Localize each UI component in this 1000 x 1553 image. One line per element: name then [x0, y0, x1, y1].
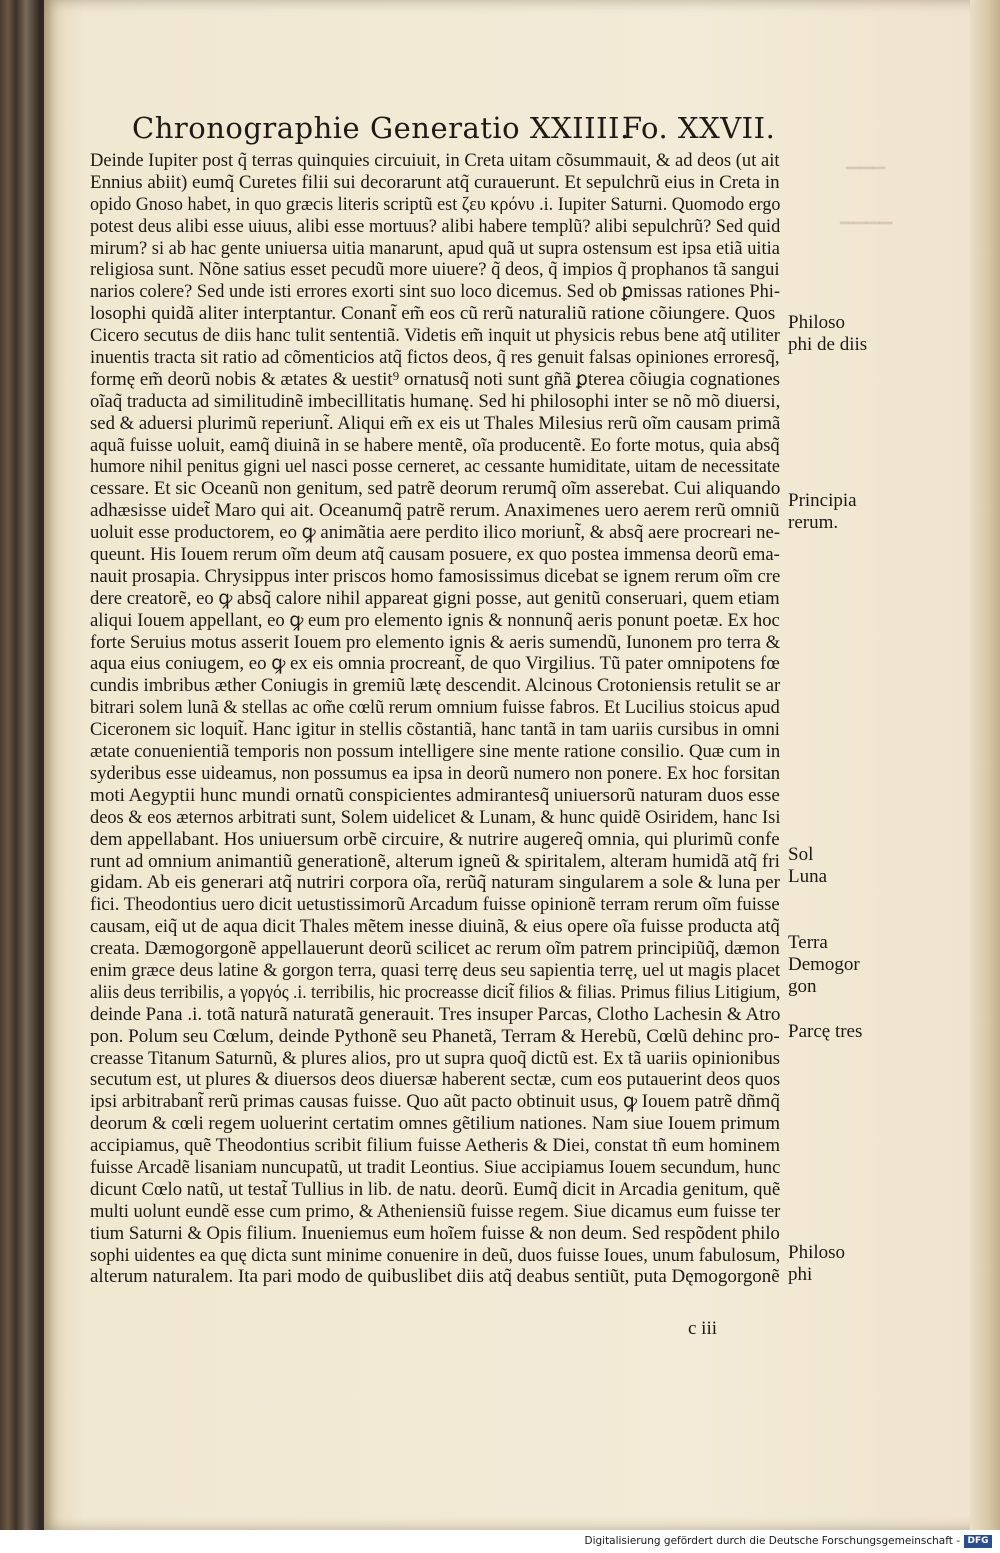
margin-note-sol-luna	[788, 844, 878, 888]
text-line: cundis imbribus æther Coniugis in gremiũ lætę descendit. Alcinous Crotoniensis retulit se ar	[90, 675, 781, 697]
text-line: humore nihil penitus gigni uel nasci posse cerneret, ac cessante humiditate, uitam de necessitate	[90, 456, 780, 478]
text-line: Deinde Iupiter post q̃ terras quinquies circuiuit, in Creta uitam cõsummauit, & ad deos (ut ait	[90, 150, 780, 171]
margin-note-line: Philoso	[788, 1242, 846, 1263]
bleed-through-mark: ▁▁▁	[846, 150, 886, 169]
text-line: potest deus alibi esse uiuus, alibi esse mortuus? alibi habere templũ? alibi sepulchrũ? Sed quid	[90, 215, 781, 237]
margin-note-line: Terra	[788, 932, 828, 953]
text-line: creasse Titanum Saturnũ, & plures alios, pro ut supra quoq̃ dictũ est. Ex tã uariis opinionibus	[90, 1047, 780, 1069]
text-line: bitrari solem lunã & stellas ac om̃e cœlũ rerum omnium fuisse fabros. Et Lucilius stoicus apud	[90, 697, 780, 719]
margin-note-philosophi-de-diis	[788, 312, 878, 356]
text-line: moti Aegyptii hunc mundi ornatũ conspicientes admirantesq̃ uniuersorũ naturam duos esse	[90, 784, 780, 806]
page-edge	[970, 0, 1000, 1530]
text-line: aliis deus terribilis, a γοργός .i. terribilis, hic procreasse dicit̃ filios & filias. Primus filius Litigium,	[90, 981, 781, 1003]
margin-note-line: phi de diis	[788, 334, 868, 355]
text-line: uoluit esse productorem, eo ꝙ animãtia aere perdito ilico moriunt̃, & absq̃ aere procreari ne-	[90, 522, 781, 544]
text-line: runt ad omnium animantiũ generationẽ, alterum igneũ & spiritalem, alteram humidã atq̃ fri	[90, 850, 780, 872]
running-head	[132, 111, 792, 151]
margin-note-line: phi	[788, 1264, 813, 1285]
margin-note-line: rerum.	[788, 512, 839, 533]
text-line: aqua eius coniugem, eo ꝙ ex eis omnia procreant̃, de quo Virgilius. Tũ pater omnipotens fœ	[90, 653, 780, 675]
text-line: religiosa sunt. Nõne satius esset pecudũ more uiuere? q̃ deos, q̃ impios q̃ prophanos tã sangui	[90, 259, 780, 281]
text-line: pon. Polum seu Cœlum, deinde Pythonẽ seu Phanetã, Terram & Herebũ, Cœlũ dehinc pro-	[90, 1025, 780, 1047]
text-line: accipiamus, quẽ Theodontius scribit filium fuisse Aetheris & Diei, constat tñ eum hominem	[90, 1135, 781, 1157]
text-line: fici. Theodontius uero dicit uetustissimorũ Arcadum fuisse opinionẽ terram rerum oĩm fuisse	[90, 894, 780, 916]
running-title: Chronographie Generatio XXIIII.	[132, 111, 630, 145]
margin-note-line: Demogor	[788, 954, 860, 975]
text-line: inuentis tracta sit ratio ad cõmenticios atq̃ fictos deos, q̃ res genuit falsas opiniones erroresq̃,	[90, 347, 780, 369]
margin-note-line: Philoso	[788, 312, 846, 333]
margin-note-parcae-tres	[788, 1021, 878, 1043]
text-line: deorum & cœli regem uoluerint certatim omnes gẽtilium nationes. Nam siue Iouem primum	[90, 1113, 780, 1135]
text-line: adhæsisse uidet̃ Maro qui ait. Oceanumq̃ patrẽ rerum. Anaximenes uero aerem rerũ omniũ	[90, 500, 780, 522]
text-line: deos & eos æternos arbitrati sunt, Solem uidelicet & Lunam, & hunc quidẽ Osiridem, hanc Isi	[90, 806, 781, 828]
text-line: narios colere? Sed unde isti errores exorti sint suo loco dicemus. Sed ob ꝑmissas rationes Phi-	[90, 281, 780, 303]
margin-note-line: Sol	[788, 844, 814, 865]
text-line: deinde Pana .i. totã naturã naturatã generauit. Tres insuper Parcas, Clotho Lachesin & Atro	[90, 1003, 781, 1025]
text-line: queunt. His Iouem rerum oĩm deum atq̃ causam posuere, ex quo postea immensa deorũ ema-	[90, 544, 780, 566]
margin-note-line: gon	[788, 976, 817, 997]
text-line: Cicero secutus de diis hanc tulit sententiã. Videtis em̃ inquit ut physicis rebus bene atq̃ utiliter	[90, 325, 780, 347]
text-line: cessare. Et sic Oceanũ non genitum, sed patrẽ deorum rerumq̃ oĩm asserebat. Cui aliquando	[90, 478, 781, 500]
text-line: dere creatorẽ, eo ꝙ absq̃ calore nihil appareat gigni posse, aut genitũ conseruari, quem etiam	[90, 587, 780, 609]
text-line: aquã fuisse uoluit, eamq̃ diuinã in se habere mentẽ, oĩa producentẽ. Eo forte motus, quia absq̃	[90, 434, 780, 456]
text-line: causam, eiq̃ ut de aqua dicit Thales mẽtem inesse diuinã, & eius opere oĩa fuisse producta atq̃	[90, 916, 780, 938]
funding-credit: Digitalisierung gefördert durch die Deutsche Forschungsgemeinschaft -	[584, 1535, 960, 1547]
bleed-through-mark: ▁▁▁▁	[840, 205, 893, 224]
dfg-logo: DFG	[964, 1535, 992, 1548]
signature-mark: c iii	[688, 1318, 718, 1339]
text-line: dem appellabant. Hos uniuersum orbẽ circuire, & nutrire augereq̃ omnia, qui plurimũ confe	[90, 828, 780, 850]
margin-note-principia-rerum	[788, 490, 878, 534]
text-line: oĩaq̃ traducta ad similitudinẽ imbecillitatis humanę. Sed hi philosophi inter se nõ mõ diuersi,	[90, 390, 781, 412]
text-line: sophi uidentes ea quę dicta sunt minime conuenire in deũ, duos fuisse Ioues, unum fabulosum,	[90, 1244, 781, 1266]
text-line: opido Gnoso habet, in quo græcis literis scriptũ est ζευ κρόνυ .i. Iupiter Saturni. Quomodo ergo	[90, 193, 781, 215]
folio-number: Fo. XXVII.	[622, 111, 776, 145]
text-line: multi uolunt eundẽ esse cum primo, & Atheniensiũ fuisse regem. Siue dicamus eum fuisse ter	[90, 1200, 781, 1222]
text-line: gidam. Ab eis generari atq̃ nutriri corpora oĩa, rerũq̃ naturam singularem a sole & luna per	[90, 872, 780, 894]
margin-note-line: Luna	[788, 866, 828, 887]
text-line: formę em̃ deorũ nobis & ætates & uestit⁹ ornatusq̃ noti sunt gñã ꝑterea cõiugia cognationes	[90, 368, 780, 390]
text-line: aliqui Iouem appellant, eo ꝙ eum pro elemento ignis & nonnunq̃ aeris ponunt poetæ. Ex hoc	[90, 609, 780, 631]
text-line: sed & aduersi plurimũ reperiunt̃. Aliqui em̃ ex eis ut Thales Milesius rerũ oĩm causam primã	[90, 412, 781, 434]
text-line: Ennius abiit) eumq̃ Curetes filii sui decorarunt atq̃ curauerunt. Et sepulchrũ eius in Creta in	[90, 171, 780, 193]
margin-note-terra-demogorgon	[788, 932, 878, 998]
margin-note-line: Principia	[788, 490, 857, 511]
margin-note-line: Parcę tres	[788, 1021, 863, 1042]
text-line: dicunt Cœlo natũ, ut testat̃ Tullius in lib. de natu. deorũ. Eumq̃ dicit in Arcadia genitum, quẽ	[90, 1178, 781, 1200]
text-line: mirum? si ab hac gente uniuersa uitia manarunt, apud quã ut supra ostensum est ipsa etiã uitia	[90, 237, 780, 259]
text-line: secutum est, ut plures & diuersos deos diuersæ haberent sectæ, cum eos putauerint deos quos	[90, 1069, 781, 1091]
text-line: fuisse Arcadẽ lisaniam nuncupatũ, ut tradit Leontius. Siue accipiamus Iouem secundum, hunc	[90, 1156, 781, 1178]
main-text-block	[90, 150, 780, 1288]
text-line: tium Saturni & Opis filium. Inueniemus eum hoĩem fuisse & non deum. Sed respõdent philo	[90, 1222, 780, 1244]
text-line: losophi quidã aliter interptantur. Conant̃ em̃ eos cũ rerũ naturaliũ ratione cõiungere. Quos	[90, 303, 776, 325]
text-line: ætate conuenientiã temporis non possum intelligere sine mente ratione consilio. Quæ cum in	[90, 741, 781, 763]
margin-note-philosophi	[788, 1242, 878, 1286]
text-line: nauit prosapia. Chrysippus inter priscos homo famosissimus dicebat se ignem rerum oĩm cre	[90, 565, 781, 587]
text-line: ipsi arbitrabant̃ rerũ primas causas fuisse. Quo aũt pacto obtinuit usus, ꝙ Iouem patrẽ dñmq̃	[90, 1091, 780, 1113]
text-line: alterum naturalem. Ita pari modo de quibuslibet diis atq̃ deabus sentiũt, puta Dęmogorgonẽ	[90, 1266, 780, 1288]
text-line: Ciceronem sic loquit̃. Hanc igitur in stellis cõstantiã, hanc tantã in tam uariis cursibus in omni	[90, 719, 780, 741]
text-line: syderibus esse uideamus, non possumus ea ipsa in deorũ numero non ponere. Ex hoc forsitan	[90, 762, 781, 784]
text-line: forte Seruius motus asserit Iouem pro elemento ignis & aeris sumendũ, Iunonem pro terra &	[90, 631, 781, 653]
text-line: enim græce deus latine & gorgon terra, quasi terrę deus seu sapientia terrę, uel ut magis placet	[90, 959, 781, 981]
text-line: creata. Dæmogorgonẽ appellauerunt deorũ scilicet ac rerum oĩm patrem principiũq̃, dæmon	[90, 938, 780, 960]
